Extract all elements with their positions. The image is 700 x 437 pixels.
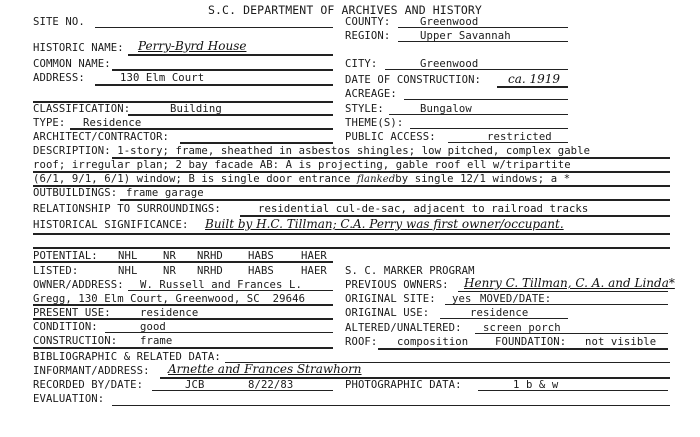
address-line [95,84,333,86]
original-site-value: yes [452,293,472,305]
original-site-line [445,304,668,305]
bibliographic-label: BIBLIOGRAPHIC & RELATED DATA: [33,351,221,363]
theme-line [410,128,568,129]
style-line [389,114,568,115]
significance-value: Built by H.C. Tillman; C.A. Perry was first owner/occupant. [205,217,564,231]
date-of-construction-label: DATE OF CONSTRUCTION: [345,74,482,86]
listed-haer: HAER [301,265,327,277]
listed-nhl: NHL [118,265,138,277]
style-label: STYLE: [345,103,384,115]
common-name-line [112,69,333,71]
condition-label: CONDITION: [33,321,98,333]
altered-line [475,333,668,334]
description-handwritten-insert: flanked [356,174,396,185]
condition-line [105,332,333,333]
significance-rule-2 [33,247,670,249]
city-value: Greenwood [420,58,479,70]
evaluation-label: EVALUATION: [33,393,105,405]
potential-nrhd: NRHD [197,250,223,262]
previous-owners-line [458,291,668,292]
relationship-value: residential cul-de-sac, adjacent to railroad tracks [258,203,589,215]
foundation-value: not visible [585,336,657,348]
listed-nr: NR [163,265,176,277]
outbuildings-line [120,199,670,201]
listed-habs: HABS [248,265,274,277]
previous-owners-label: PREVIOUS OWNERS: [345,279,449,291]
architect-line [180,142,333,144]
recorded-line [152,390,333,391]
owner-line-1: W. Russell and Frances L. [140,279,302,291]
significance-label: HISTORICAL SIGNIFICANCE: [33,219,189,231]
type-line [70,128,333,130]
marker-program-label: S. C. MARKER PROGRAM [345,265,475,277]
outbuildings-label: OUTBUILDINGS: [33,187,118,199]
historic-name-value: Perry-Byrd House [138,39,247,53]
theme-label: THEME(S): [345,117,404,129]
original-use-line [440,318,568,319]
description-line-3-start: (6/1, 9/1, 6/1) window; B is single door entrance [33,173,357,185]
moved-date-label: MOVED/DATE: [480,293,552,305]
acreage-label: ACREAGE: [345,88,397,100]
roof-label: ROOF: [345,336,378,348]
classification-value: Building [170,103,222,115]
county-line [398,27,568,28]
description-line-2: roof; irregular plan; 2 bay facade AB: A is projecting, gable roof ell w/tripartite [33,159,571,171]
description-line-1: DESCRIPTION: 1-story; frame, sheathed in asbestos shingles; low pitched, complex gable [33,145,591,157]
city-label: CITY: [345,58,378,70]
address-value: 130 Elm Court [120,72,205,84]
city-line [385,69,568,70]
altered-label: ALTERED/UNALTERED: [345,322,462,334]
classification-line [128,114,333,116]
present-use-label: PRESENT USE: [33,307,111,319]
owner-rule-2 [33,304,333,306]
site-no-line [95,27,333,28]
recorded-by-value: JCB [185,379,205,391]
original-use-label: ORIGINAL USE: [345,307,430,319]
potential-nr: NR [163,250,176,262]
style-value: Bungalow [420,103,472,115]
region-line [398,41,568,42]
owner-label: OWNER/ADDRESS: [33,279,124,291]
photographic-data-label: PHOTOGRAPHIC DATA: [345,379,462,391]
type-label: TYPE: [33,117,66,129]
region-value: Upper Savannah [420,30,511,42]
county-label: COUNTY: [345,16,391,28]
owner-line-2: Gregg, 130 Elm Court, Greenwood, SC 29646 [33,293,306,305]
construction-line [33,347,333,349]
photographic-line [478,390,668,391]
original-use-value: residence [470,307,529,319]
potential-nhl: NHL [118,250,138,262]
site-no-label: SITE NO. [33,16,85,28]
condition-value: good [140,321,166,333]
roof-value: composition [397,336,469,348]
acreage-line [404,99,568,100]
previous-owners-value: Henry C. Tillman, C. A. and Linda* [464,276,675,290]
potential-haer: HAER [301,250,327,262]
date-of-construction-value: ca. 1919 [508,72,561,86]
listed-label: LISTED: [33,265,79,277]
common-name-label: COMMON NAME: [33,58,111,70]
historic-name-line [128,54,333,56]
photographic-data-value: 1 b & w [513,379,559,391]
construction-label: CONSTRUCTION: [33,335,118,347]
address-label: ADDRESS: [33,72,85,84]
form-title: S.C. DEPARTMENT OF ARCHIVES AND HISTORY [208,3,482,17]
recorded-by-label: RECORDED BY/DATE: [33,379,144,391]
region-label: REGION: [345,30,391,42]
present-use-line [33,318,333,320]
evaluation-line [112,405,670,406]
date-line [497,86,568,88]
public-access-line [448,142,568,143]
potential-line [33,261,333,263]
present-use-value: residence [140,307,199,319]
classification-label: CLASSIFICATION: [33,103,131,115]
public-access-value: restricted [487,131,552,143]
potential-label: POTENTIAL: [33,250,98,262]
historic-name-label: HISTORIC NAME: [33,42,124,54]
informant-label: INFORMANT/ADDRESS: [33,365,150,377]
roof-foundation-line [378,348,668,350]
description-line-3-end: by single 12/1 windows; a * [395,173,571,185]
owner-rule-1 [128,290,333,291]
recorded-date-value: 8/22/83 [248,379,294,391]
significance-rule-1 [33,233,670,235]
outbuildings-value: frame garage [126,187,204,199]
construction-value: frame [140,335,173,347]
architect-label: ARCHITECT/CONTRACTOR: [33,131,170,143]
altered-value: screen porch [483,322,561,334]
public-access-label: PUBLIC ACCESS: [345,131,436,143]
relationship-label: RELATIONSHIP TO SURROUNDINGS: [33,203,221,215]
county-value: Greenwood [420,16,479,28]
potential-habs: HABS [248,250,274,262]
type-value: Residence [83,117,142,129]
informant-value: Arnette and Frances Strawhorn [168,362,362,376]
original-site-label: ORIGINAL SITE: [345,293,436,305]
foundation-label: FOUNDATION: [495,336,567,348]
listed-nrhd: NRHD [197,265,223,277]
